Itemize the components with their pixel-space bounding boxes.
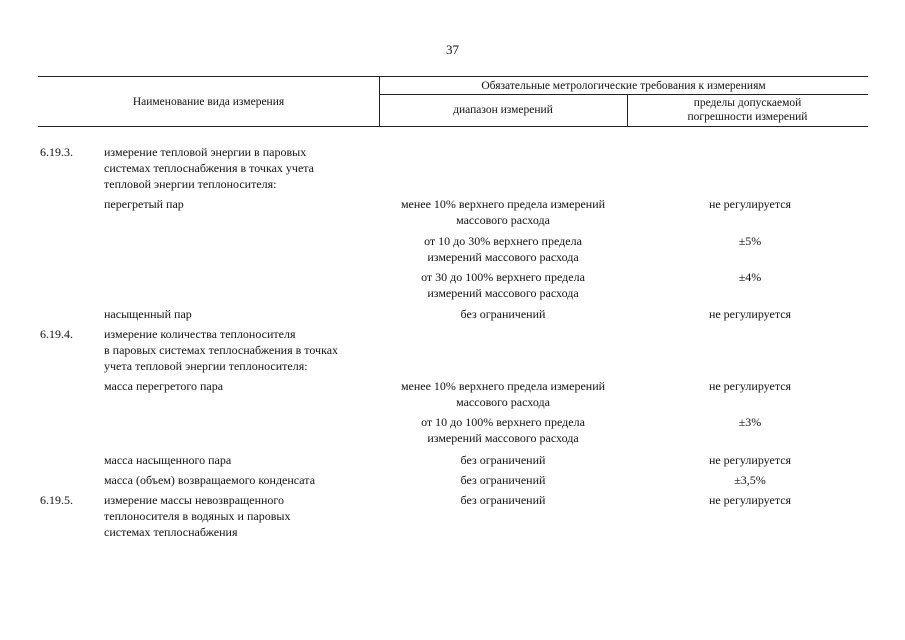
range-line: менее 10% верхнего предела измерений: [400, 379, 606, 393]
header-error-line-1: пределы допускаемой: [693, 97, 802, 109]
range-line: массового расхода: [456, 213, 550, 227]
row-name: [104, 306, 384, 322]
range-line: без ограничений: [460, 473, 546, 487]
range-line: измерений массового расхода: [427, 286, 579, 300]
row-range: [378, 414, 628, 446]
row-error-limit: не регулируется: [708, 307, 792, 321]
row-error-limit: не регулируется: [708, 197, 792, 211]
row-range: [378, 472, 628, 488]
name-line: масса (объем) возвращаемого конденсата: [104, 473, 316, 487]
page-number: 37: [446, 42, 459, 57]
row-name: [104, 144, 384, 192]
row-range: [378, 378, 628, 410]
name-line: тепловой энергии теплоносителя:: [104, 177, 277, 191]
name-line: насыщенный пар: [104, 307, 192, 321]
name-line: в паровых системах теплоснабжения в точках: [104, 343, 339, 357]
row-error-limit: не регулируется: [708, 453, 792, 467]
range-line: без ограничений: [460, 307, 546, 321]
range-line: массового расхода: [456, 395, 550, 409]
header-error-limits: [627, 96, 868, 124]
row-error-limit: не регулируется: [708, 379, 792, 393]
row-range: [378, 233, 628, 265]
row-error-limit: ±3%: [738, 415, 762, 429]
name-line: учета тепловой энергии теплоносителя:: [104, 359, 308, 373]
range-line: без ограничений: [460, 493, 546, 507]
row-error-limit: ±4%: [738, 270, 762, 284]
row-error-limit: ±3,5%: [734, 473, 766, 487]
name-line: системах теплоснабжения в точках учета: [104, 161, 314, 175]
row-name: [104, 196, 384, 212]
range-line: без ограничений: [460, 453, 546, 467]
name-line: теплоносителя в водяных и паровых: [104, 509, 291, 523]
row-error-limit: не регулируется: [708, 493, 792, 507]
range-line: измерений массового расхода: [427, 431, 579, 445]
row-range: [378, 269, 628, 301]
name-line: измерение массы невозвращенного: [104, 493, 285, 507]
header-measurement-name: Наименование вида измерения: [132, 96, 285, 108]
row-name: [104, 378, 384, 394]
name-line: системах теплоснабжения: [104, 525, 238, 539]
header-requirements-group: Обязательные метрологические требования к измерениям: [481, 80, 766, 92]
name-line: масса перегретого пара: [104, 379, 224, 393]
row-name: [104, 492, 384, 540]
row-error-limit: ±5%: [738, 234, 762, 248]
header-group-rule: [379, 94, 868, 95]
row-number: 6.19.5.: [40, 493, 73, 507]
row-range: [378, 492, 628, 508]
range-line: менее 10% верхнего предела измерений: [400, 197, 606, 211]
row-range: [378, 452, 628, 468]
name-line: измерение тепловой энергии в паровых: [104, 145, 307, 159]
range-line: от 30 до 100% верхнего предела: [421, 270, 585, 284]
name-line: масса насыщенного пара: [104, 453, 232, 467]
row-name: [104, 326, 384, 374]
name-line: перегретый пар: [104, 197, 184, 211]
header-error-line-2: погрешности измерений: [687, 111, 808, 123]
range-line: от 10 до 30% верхнего предела: [424, 234, 582, 248]
row-name: [104, 472, 384, 488]
header-range: диапазон измерений: [453, 104, 553, 116]
row-number: 6.19.4.: [40, 327, 73, 341]
row-range: [378, 306, 628, 322]
row-range: [378, 196, 628, 228]
row-number: 6.19.3.: [40, 145, 73, 159]
range-line: измерений массового расхода: [427, 250, 579, 264]
table-top-rule: [38, 76, 868, 77]
name-line: измерение количества теплоносителя: [104, 327, 296, 341]
table-header-bottom-rule: [38, 126, 868, 127]
row-name: [104, 452, 384, 468]
range-line: от 10 до 100% верхнего предела: [421, 415, 585, 429]
